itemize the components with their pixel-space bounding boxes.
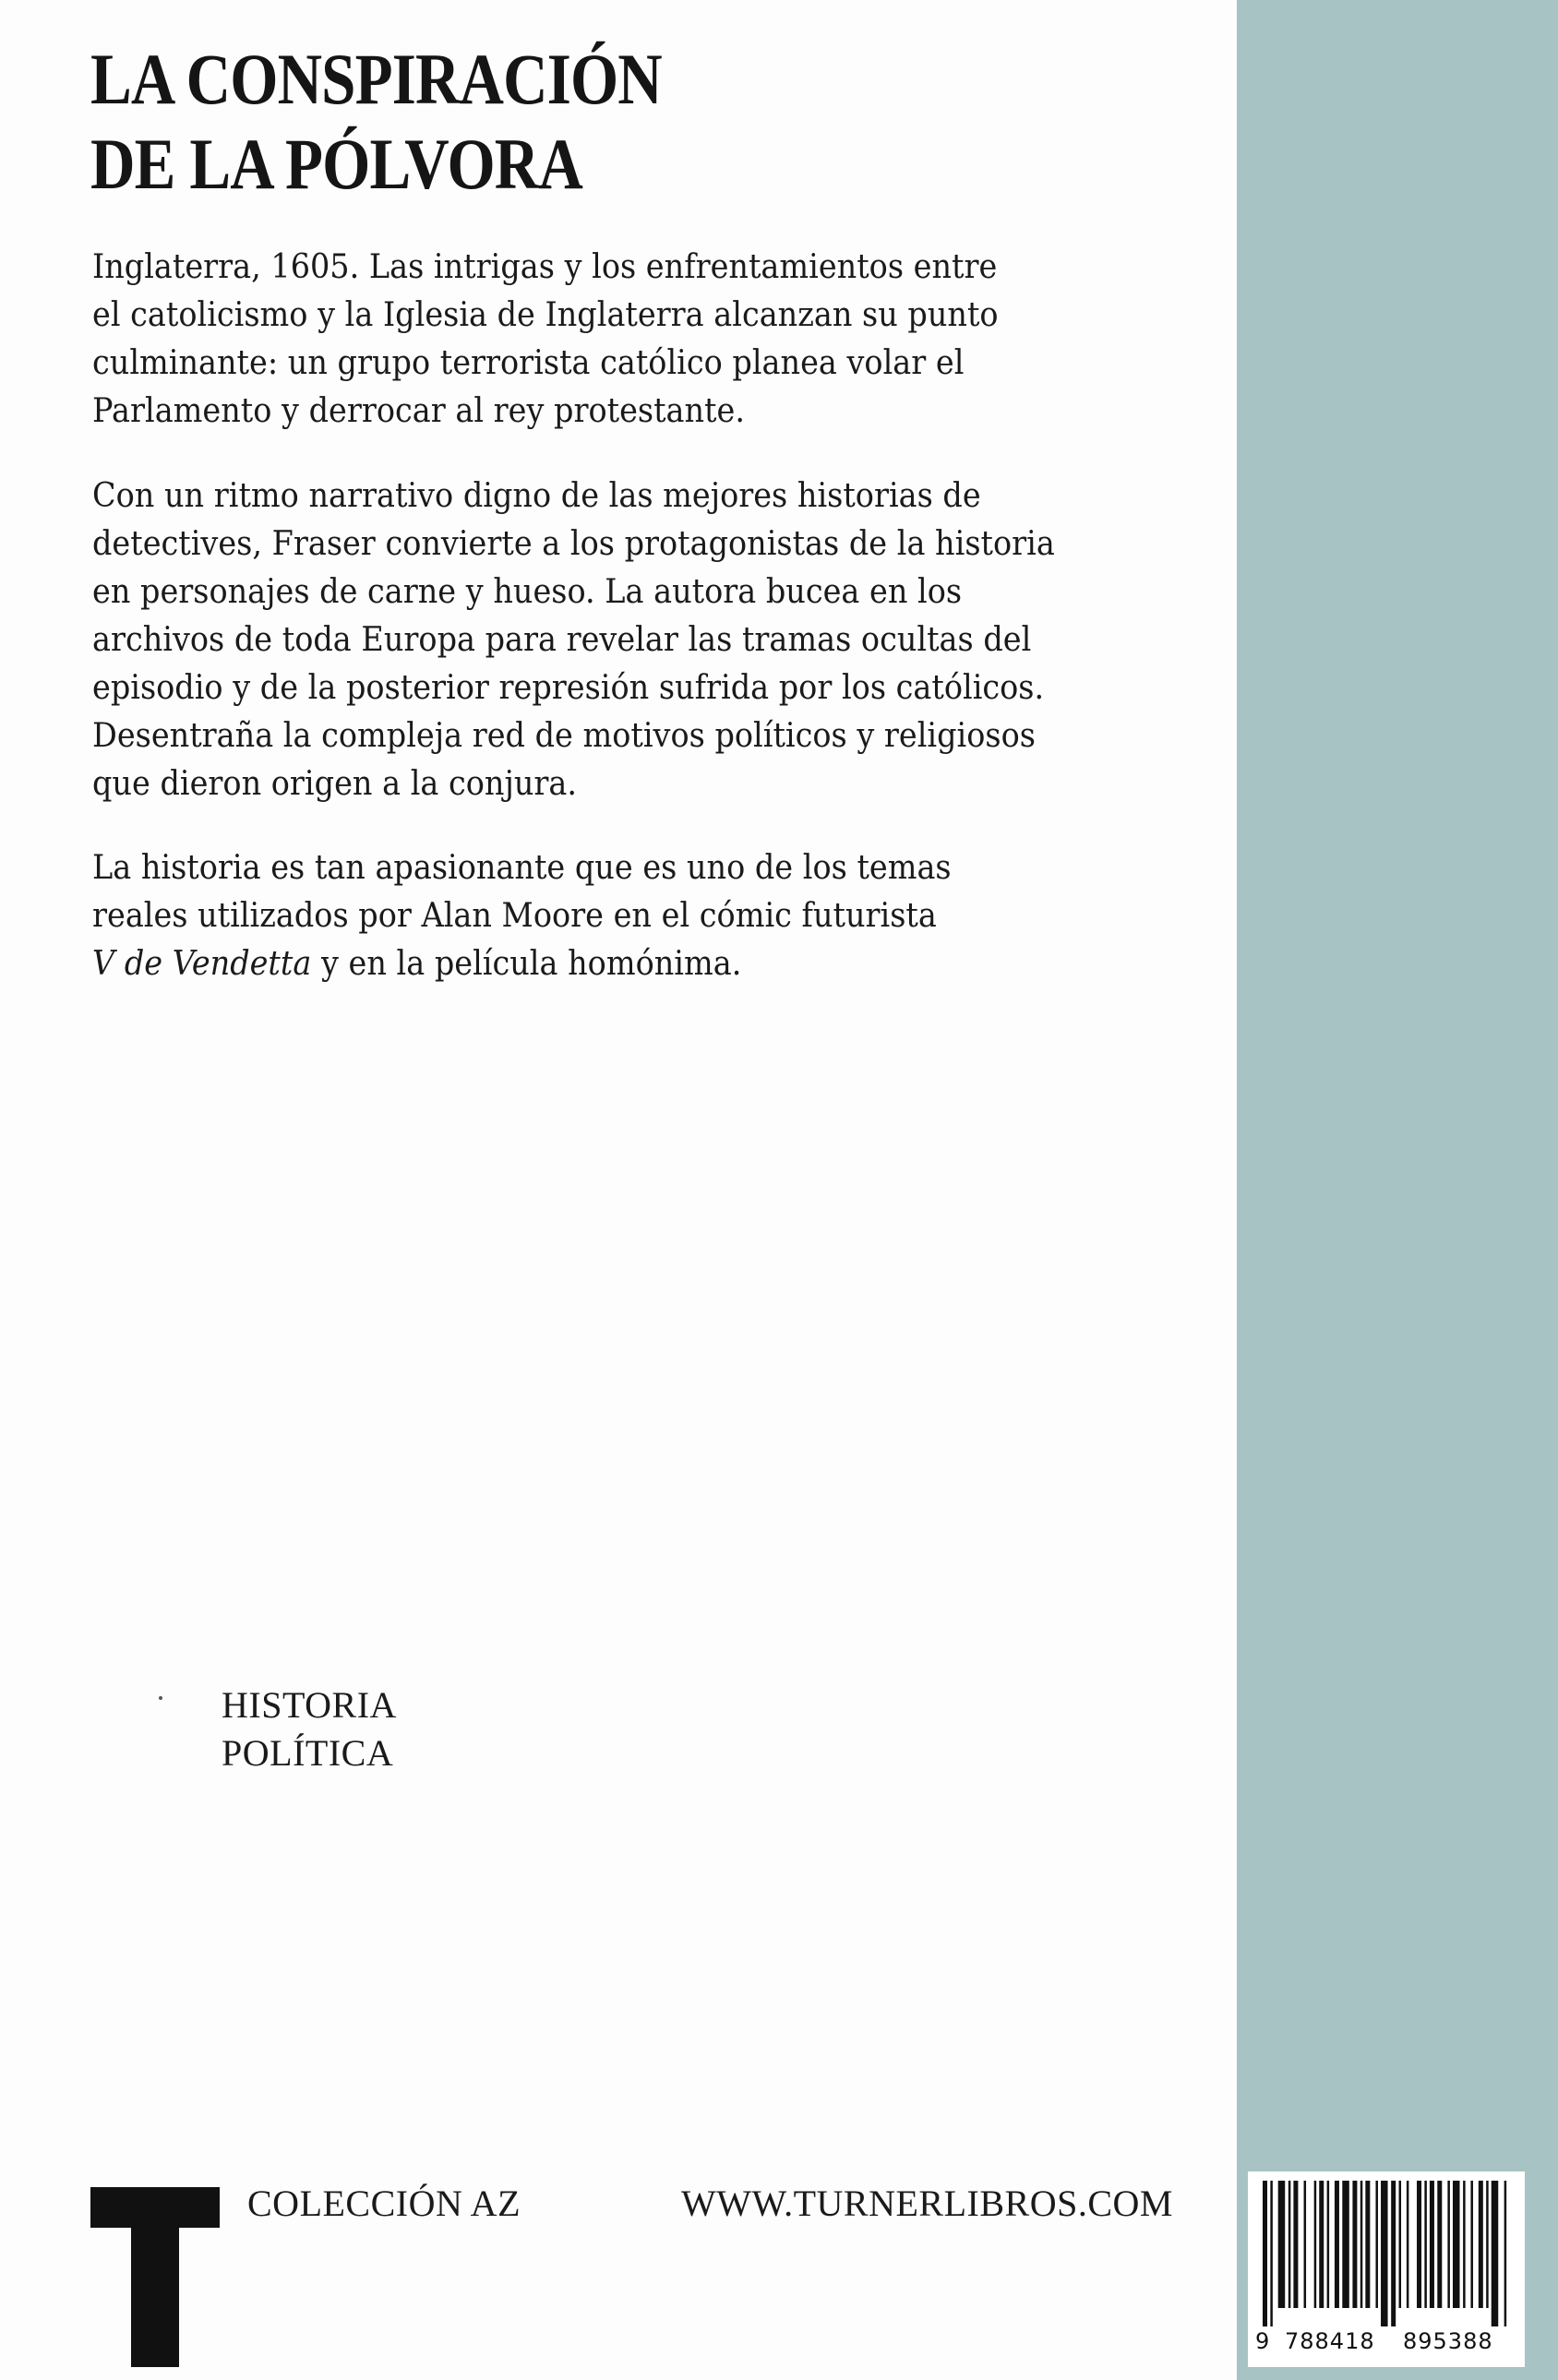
barcode-bar (1430, 2181, 1434, 2308)
barcode-bar (1486, 2181, 1489, 2308)
synopsis-line: en personajes de carne y hueso. La autora bucea en los (92, 573, 963, 611)
barcode-bar (1352, 2181, 1357, 2308)
barcode-bar (1479, 2181, 1483, 2308)
barcode-bar (1288, 2181, 1291, 2308)
synopsis-line: que dieron origen a la conjura. (92, 765, 578, 803)
synopsis-line: el catolicismo y la Iglesia de Inglaterra alcanzan su punto (92, 296, 999, 334)
isbn-first-digit: 9 (1255, 2328, 1270, 2354)
barcode-bar (1342, 2181, 1349, 2308)
barcode (1248, 2171, 1525, 2367)
synopsis-line: reales utilizados por Alan Moore en el cómic futurista (92, 897, 937, 935)
synopsis-line: Desentraña la compleja red de motivos políticos y religiosos (92, 717, 1036, 755)
spine-band (1237, 0, 1558, 2380)
barcode-bar (1492, 2181, 1499, 2326)
barcode-bar (1319, 2181, 1324, 2308)
barcode-bar (1360, 2181, 1363, 2308)
synopsis-paragraph-2 (92, 472, 1054, 808)
barcode-bar (1304, 2181, 1307, 2308)
synopsis-line: Inglaterra, 1605. Las intrigas y los enfrentamientos entre (92, 248, 998, 286)
film-title: V de Vendetta (92, 945, 312, 983)
barcode-bar (1365, 2181, 1370, 2308)
collection-label: COLECCIÓN AZ (247, 2183, 521, 2224)
isbn-digits (1248, 2325, 1525, 2362)
synopsis-line: detectives, Fraser convierte a los protagonistas de la historia (92, 525, 1055, 563)
category-politics: POLÍTICA (222, 1732, 394, 1774)
isbn-left-group: 788418 (1285, 2328, 1375, 2354)
synopsis-line (92, 940, 1054, 988)
barcode-bar (1399, 2181, 1402, 2308)
barcode-bar (1327, 2181, 1330, 2308)
turner-t-logo-icon (90, 2187, 220, 2367)
barcode-bar (1447, 2181, 1450, 2308)
barcode-bars (1263, 2181, 1512, 2326)
title-line-2: DE LA PÓLVORA (90, 124, 582, 204)
barcode-bar (1437, 2181, 1442, 2308)
barcode-bar (1263, 2181, 1267, 2326)
synopsis-line: archivos de toda Europa para revelar las tramas ocultas del (92, 621, 1032, 659)
category-history: HISTORIA (222, 1684, 397, 1726)
barcode-bar (1375, 2181, 1378, 2308)
barcode-bar (1335, 2181, 1339, 2308)
barcode-bar (1424, 2181, 1427, 2308)
title-line-1: LA CONSPIRACIÓN (90, 39, 662, 119)
barcode-bar (1270, 2181, 1273, 2326)
barcode-bar (1391, 2181, 1396, 2326)
synopsis-line-end: y en la película homónima. (311, 945, 742, 983)
book-title (90, 37, 1043, 207)
category-dot (159, 1696, 162, 1700)
barcode-bar (1293, 2181, 1298, 2308)
synopsis-line: La historia es tan apasionante que es uno de los temas (92, 849, 952, 887)
synopsis-paragraph-1 (92, 244, 1054, 436)
barcode-bar (1381, 2181, 1388, 2326)
synopsis-line: episodio y de la posterior represión sufrida por los católicos. (92, 669, 1045, 707)
synopsis-line: Parlamento y derrocar al rey protestante. (92, 392, 745, 430)
barcode-bar (1453, 2181, 1460, 2308)
synopsis-paragraph-3 (92, 844, 1054, 988)
synopsis-line: Con un ritmo narrativo digno de las mejores historias de (92, 477, 981, 515)
synopsis-line: culminante: un grupo terrorista católico planea volar el (92, 344, 965, 382)
barcode-bar (1463, 2181, 1466, 2308)
barcode-bar (1314, 2181, 1317, 2308)
subject-categories (222, 1681, 397, 1777)
barcode-bar (1417, 2181, 1421, 2308)
isbn-right-group: 895388 (1403, 2328, 1493, 2354)
barcode-bar (1407, 2181, 1409, 2308)
barcode-bar (1504, 2181, 1507, 2326)
barcode-bar (1278, 2181, 1286, 2308)
publisher-website[interactable]: WWW.TURNERLIBROS.COM (681, 2183, 1173, 2224)
barcode-bar (1470, 2181, 1473, 2308)
